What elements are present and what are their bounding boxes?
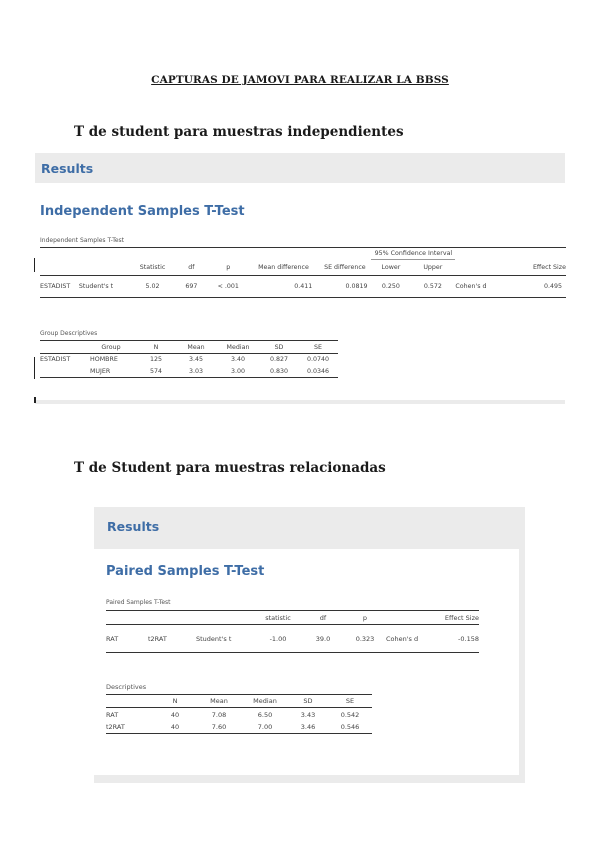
- descriptives-caption: Descriptives: [106, 683, 147, 691]
- table-cell: 6.50: [257, 710, 273, 719]
- paired-ttest-table: [106, 610, 479, 653]
- col-header-statistic: Statistic: [139, 263, 166, 271]
- col-header-median: Median: [226, 343, 250, 351]
- table-cell: 697: [185, 283, 198, 290]
- col-header: [455, 260, 508, 276]
- table-cell: 574: [149, 367, 163, 375]
- table-cell: RAT: [106, 634, 119, 643]
- table-cell: 7.08: [211, 710, 227, 719]
- table-cell: Cohen's d: [455, 283, 487, 290]
- group-descriptives-table: [40, 340, 338, 378]
- paired-ttest-caption: Paired Samples T-Test: [106, 599, 171, 606]
- results-header: Results: [107, 519, 160, 534]
- table-cell: ESTADIST: [40, 356, 71, 364]
- table-cell: 0.411: [294, 283, 313, 290]
- table-cell: 3.03: [188, 367, 204, 375]
- col-header-effect-size: Effect Size: [444, 613, 479, 622]
- table-cell: 3.46: [300, 723, 316, 732]
- table-cell: 3.00: [230, 367, 246, 375]
- table-cell: ESTADIST: [40, 283, 71, 290]
- col-header-statistic: statistic: [265, 613, 291, 622]
- col-header: [106, 695, 154, 708]
- table-cell: 0.542: [340, 710, 360, 719]
- table-cell: HOMBRE: [90, 356, 118, 364]
- table-cell: 0.323: [355, 634, 375, 643]
- table-cell: 0.0819: [345, 283, 368, 290]
- ttest-table-caption: Independent Samples T-Test: [40, 237, 125, 244]
- col-header-sd: SD: [274, 343, 284, 351]
- table-cell: RAT: [106, 710, 119, 719]
- table-cell: 0.546: [340, 723, 360, 732]
- jamovi-screenshot-paired: [94, 507, 525, 783]
- col-header: [40, 260, 79, 276]
- table-cell: 0.495: [543, 283, 562, 290]
- col-header-p: p: [226, 263, 231, 271]
- analysis-title: Paired Samples T-Test: [106, 564, 265, 579]
- results-panel: [94, 549, 519, 775]
- col-header: [106, 611, 148, 625]
- table-cell: 40: [170, 710, 180, 719]
- col-header: [148, 611, 196, 625]
- table-cell: 39.0: [315, 634, 331, 643]
- col-header-lower: Lower: [381, 264, 401, 271]
- col-header-p: p: [362, 613, 368, 622]
- table-cell: 7.60: [211, 723, 227, 732]
- col-header-upper: Upper: [423, 264, 443, 271]
- jamovi-screenshot-independent: [35, 153, 565, 404]
- document-title: CAPTURAS DE JAMOVI PARA REALIZAR LA BBSS: [151, 74, 449, 86]
- col-header-n: N: [172, 697, 178, 705]
- analysis-title: Independent Samples T-Test: [40, 204, 245, 219]
- table-cell: 7.00: [257, 723, 273, 732]
- col-header-se-difference: SE difference: [324, 263, 366, 271]
- screenshot-edge-mark: [34, 258, 35, 272]
- table-cell: 125: [149, 356, 163, 364]
- table-cell: Cohen's d: [386, 634, 419, 643]
- table-cell: < .001: [217, 283, 239, 290]
- col-header-group: Group: [101, 343, 121, 351]
- table-cell: 0.0740: [306, 356, 330, 364]
- results-header: Results: [41, 161, 94, 176]
- table-cell: 3.40: [230, 356, 246, 364]
- col-header-se: SE: [314, 343, 322, 351]
- table-cell: 0.827: [269, 356, 289, 364]
- col-header-se: SE: [345, 697, 355, 705]
- col-header-sd: SD: [303, 697, 313, 705]
- col-header-mean-difference: Mean difference: [258, 263, 309, 271]
- descriptives-table: [106, 694, 372, 734]
- section-heading-paired: T de Student para muestras relacionadas: [74, 460, 386, 476]
- col-header: [196, 611, 254, 625]
- col-header: [386, 611, 433, 625]
- col-header: [79, 260, 130, 276]
- group-descriptives-caption: Group Descriptives: [40, 330, 98, 337]
- screenshot-edge-mark: [34, 397, 36, 403]
- col-header-df: df: [319, 613, 327, 622]
- col-header-n: N: [153, 343, 159, 351]
- table-cell: t2RAT: [148, 634, 167, 643]
- section-heading-independent: T de student para muestras independientes: [74, 124, 404, 140]
- table-cell: 5.02: [145, 283, 160, 290]
- col-header-mean: Mean: [210, 697, 228, 705]
- col-header-effect-size: Effect Size: [532, 263, 566, 271]
- col-header-df: df: [188, 263, 195, 271]
- table-cell: -1.00: [269, 634, 287, 643]
- table-cell: 40: [170, 723, 180, 732]
- table-cell: 3.45: [188, 356, 204, 364]
- results-panel: [35, 183, 565, 400]
- table-cell: 0.0346: [306, 367, 330, 375]
- col-header-mean: Mean: [187, 343, 205, 351]
- table-cell: 0.250: [381, 283, 400, 290]
- table-cell: 3.43: [300, 710, 316, 719]
- table-cell: Student's t: [196, 634, 232, 643]
- table-cell: 0.830: [269, 367, 289, 375]
- table-cell: Student's t: [78, 283, 114, 290]
- table-cell: MUJER: [90, 367, 111, 375]
- col-header: [40, 341, 86, 354]
- screenshot-edge-mark: [34, 357, 35, 379]
- col-header-median: Median: [253, 697, 277, 705]
- table-cell: -0.158: [458, 634, 479, 643]
- table-cell: 0.572: [423, 283, 442, 290]
- ci-header: 95% Confidence Interval: [371, 248, 455, 260]
- ttest-table: [40, 247, 566, 298]
- table-cell: t2RAT: [106, 723, 125, 732]
